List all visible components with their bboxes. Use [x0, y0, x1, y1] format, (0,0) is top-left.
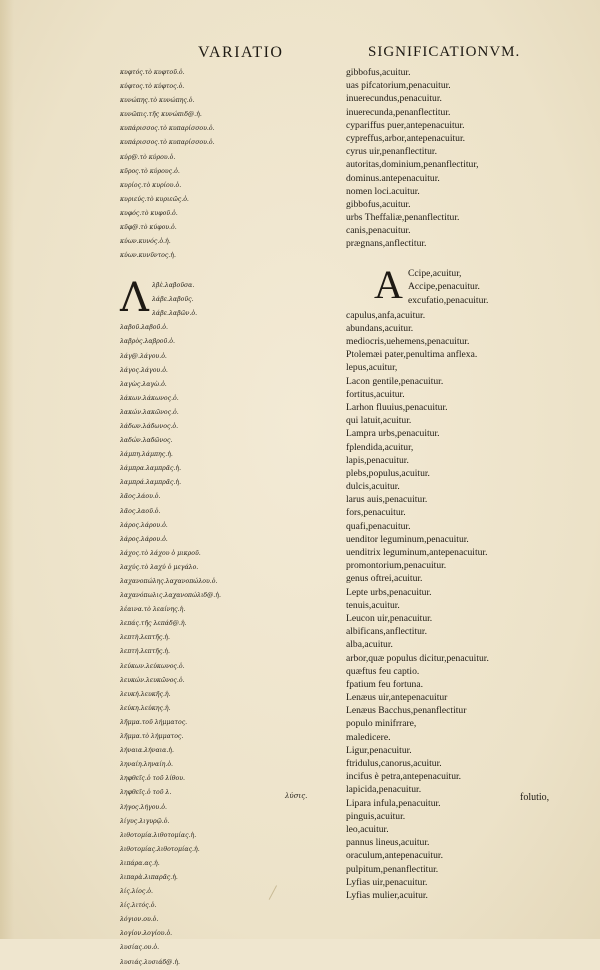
greek-entry-line: λαβοῦ.λαβοῦ.ὁ. [120, 324, 168, 332]
latin-l-section-start [346, 261, 596, 309]
greek-entry-line: λαγὼς.λαγὼ.ὁ. [120, 380, 167, 388]
greek-entry-line: λήγος.λήγου.ὁ. [120, 803, 167, 811]
latin-entry-line: plebs,populus,acuitur. [346, 467, 430, 479]
greek-entry-line: κυφτός.τὸ κυφτοῦ.ὁ. [120, 69, 185, 76]
greek-entry-line: κυρίος.τὸ κυρίου.ὁ. [120, 181, 182, 189]
greek-entries-kappa [120, 66, 320, 263]
greek-entry-line: λῆμμα.τοῦ λήμματος. [120, 718, 188, 726]
greek-entry-line: λαμπρά.λαμπρᾶς.ἡ. [120, 479, 182, 487]
latin-entry-line: lepus,acuitur, [346, 362, 398, 374]
latin-entry-line: Lenæus Bacchus,penanflectitur [346, 705, 467, 717]
greek-entry-line: λάβε.λαβῶν.ὁ. [152, 310, 198, 318]
latin-entry-line: maledicere. [346, 731, 391, 743]
greek-entry-line: λευκή.λευκῆς.ἡ. [120, 690, 171, 698]
greek-entry-line: λευκών.λευκῶνος.ὁ. [120, 676, 185, 684]
latin-entry-line: excufatio,penacuitur. [408, 294, 489, 306]
latin-entry-line: quæftus feu captio. [346, 665, 420, 677]
latin-entry-line: alba,acuitur. [346, 639, 393, 651]
latin-entry-line: pinguis,acuitur. [346, 810, 406, 822]
latin-entry-line: Lyfias mulier,acuitur. [346, 889, 428, 901]
greek-entry-line: λαβρὸς.λαβροῦ.ὁ. [120, 338, 175, 346]
latin-entry-line: oraculum,antepenacuitur. [346, 850, 443, 862]
greek-entry-line: λεπτὴ.λεπτῆς.ἡ. [120, 634, 170, 642]
decorated-initial-lambda: Λ [120, 275, 149, 322]
latin-entry-line: leo,acuitur. [346, 823, 389, 835]
latin-entry-line: larus auis,penacuitur. [346, 494, 428, 506]
greek-entry-line: λάκων.λάκωνος.ὁ. [120, 394, 179, 402]
greek-entry-line: λάβε.λαβοῦς. [152, 296, 194, 304]
greek-entry-line: λάμπη.λάμπης.ἡ. [120, 451, 173, 459]
greek-entry-line: λαχύς.τὸ λαχύ ὁ μεγάλο. [120, 563, 199, 571]
greek-initial-lines [152, 279, 197, 321]
greek-entry-line: λῆμμα.τὸ λήμματος. [120, 733, 184, 741]
latin-entry-line: lapis,penacuitur. [346, 454, 409, 466]
greek-entry-line: λᾶος.λαοῦ.ὁ. [120, 507, 161, 515]
greek-entry-line: λάγος.λάγου.ὁ. [120, 366, 168, 374]
greek-entry-line: κύων.κυνῦντος.ἡ. [120, 252, 176, 260]
greek-entry-line: λβὲ.λαβοῦσα. [152, 282, 195, 290]
greek-entry-line: λακών.λακῶνος.ὁ. [120, 408, 179, 416]
greek-entry-line: λεπάς.τῆς λεπάδ@.ἡ. [120, 620, 187, 628]
latin-entry-line: Lampra urbs,penacuitur. [346, 428, 440, 440]
greek-entry-line: λάρος.λάρου.ὁ. [120, 535, 168, 543]
greek-entry-line: κῦρος.τὸ κύρους.ὁ. [120, 167, 180, 175]
latin-entry-line: fpatium feu fortuna. [346, 678, 423, 690]
greek-entry-line: λάγ@.λάγου.ὁ. [120, 352, 167, 360]
greek-entry-line: λιθοτομία.λιθοτομίας.ἡ. [120, 831, 197, 839]
latin-entry-line: pannus lineus,acuitur. [346, 837, 430, 849]
greek-entry-line: λαχανόπωλις.λαχανοπώλιδ@.ἡ. [120, 592, 221, 600]
greek-entry-line: λόγιον.ου.ὁ. [120, 916, 159, 924]
greek-entry-line: λάρος.λάρου.ὁ. [120, 521, 168, 529]
latin-entry-line: promontorium,penacuitur. [346, 560, 447, 572]
greek-entry-line: κῦφ@.τὸ κύφου.ὁ. [120, 224, 177, 232]
latin-entry-line: abundans,acuitur. [346, 322, 414, 334]
latin-entry-line: Lipara infula,penacuitur. [346, 797, 441, 809]
latin-entry-line: urbs Theffaliæ,penanflectitur. [346, 212, 460, 224]
greek-entry-line: λέαινα.τὸ λεαίνης.ἡ. [120, 606, 186, 614]
greek-entry-line: λυσιάς.λυσιάδ@.ἡ. [120, 958, 181, 966]
greek-entry-line: λαδών.λαδῶνος. [120, 437, 173, 445]
latin-entry-line: inuerecundus,penacuitur. [346, 93, 442, 105]
decorated-initial-a: A [374, 261, 403, 307]
latin-entry-line: fors,penacuitur. [346, 507, 406, 519]
greek-entry-line: λᾶος.λάου.ὁ. [120, 493, 161, 501]
latin-column [346, 66, 596, 902]
greek-entry-line: λίς.λιτός.ὁ. [120, 902, 157, 910]
latin-entry-line: fortitus,acuitur. [346, 388, 405, 400]
latin-entry-line: gibbofus,acuitur. [346, 198, 411, 210]
right-running-head: SIGNIFICATIONVM. [368, 44, 521, 60]
latin-entry-line: Ligur,penacuitur. [346, 744, 412, 756]
latin-entry-line: inuerecunda,penanflectitur. [346, 106, 451, 118]
latin-entry-line: mediocris,uehemens,penacuitur. [346, 336, 470, 347]
latin-entry-line: incifus è petra,antepenacuitur. [346, 771, 462, 783]
latin-entry-line: dulcis,acuitur. [346, 481, 400, 493]
latin-entry-line: albificans,anflectitur. [346, 626, 427, 638]
latin-entry-line: qui latuit,acuitur. [346, 415, 412, 427]
greek-entry-line: ληφθεῖς.ὁ τοῦ λ. [120, 789, 172, 797]
section-gap [120, 263, 320, 279]
latin-entry-line: fplendida,acuitur, [346, 441, 414, 453]
greek-entry-line: κυνώπης.τὸ κυνώπης.ὁ. [120, 97, 195, 105]
greek-entry-line: κύφτος.τὸ κύφτος.ὁ. [120, 83, 185, 91]
greek-entry-line: κύρ@.τὸ κύρου.ὁ. [120, 153, 176, 161]
latin-initial-lines [408, 267, 488, 308]
greek-lambda-section-start [120, 275, 320, 322]
latin-entry-line: ftridulus,canorus,acuitur. [346, 758, 442, 769]
greek-entry-line: λεπτή.λεπτῆς.ἡ. [120, 648, 170, 656]
latin-entry-line: cyrus uir,penanflectitur. [346, 146, 437, 158]
latin-entry-line: Lepte urbs,penacuitur. [346, 586, 432, 598]
latin-catchword: folutio, [520, 792, 550, 803]
greek-entry-line: λιπάρα.ας.ἡ. [120, 859, 160, 867]
left-running-head: VARIATIO [198, 44, 284, 61]
greek-catchword: λύσις. [285, 792, 308, 800]
latin-entry-line: quafi,penacuitur. [346, 520, 411, 532]
latin-entry-line: populo minifrrare, [346, 718, 417, 730]
greek-entry-line: ληναίη.ληναίη.ὁ. [120, 761, 174, 769]
greek-entry-line: λυσίας.ου.ὁ. [120, 944, 160, 952]
latin-entry-line: lapicida,penacuitur. [346, 784, 422, 796]
greek-entries-lambda [120, 321, 320, 969]
latin-entry-line: cypariffus puer,antepenacuitur. [346, 119, 465, 131]
greek-column [120, 66, 320, 970]
latin-entry-line: uenditor leguminum,penacuitur. [346, 533, 469, 545]
latin-entry-line: Larhon fluuius,penacuitur. [346, 401, 448, 413]
greek-entry-line: κύων.κυνός.ὁ.ἡ. [120, 238, 171, 246]
greek-entry-line: κυριεύς.τὸ κυριεῶς.ὁ. [120, 195, 189, 203]
latin-entry-line: uas pifcatorium,penacuitur. [346, 80, 451, 92]
greek-entry-line: λάδων.λάδωνος.ὁ. [120, 422, 179, 430]
latin-entry-line: Lacon gentile,penacuitur. [346, 375, 444, 387]
greek-entry-line: λήναια.λήναια.ἡ. [120, 747, 174, 755]
latin-entry-line: Leucon uir,penacuitur. [346, 612, 433, 624]
latin-entry-line: arbor,quæ populus dicitur,penacuitur. [346, 652, 489, 664]
greek-entry-line: λεύκη.λεύκης.ἡ. [120, 704, 171, 712]
greek-entry-line: λαχανοπώλης.λαχανοπώλου.ὁ. [120, 578, 218, 585]
latin-entries-k [346, 66, 596, 251]
latin-entry-line: genus oftrei,acuitur. [346, 573, 423, 585]
binding-gutter [0, 0, 14, 939]
greek-entry-line: λίς.λίος.ὁ. [120, 888, 153, 896]
latin-entry-line: Lyfias uir,penacuitur. [346, 876, 428, 888]
greek-entry-line: κυφός.τὸ κυφοῦ.ὁ. [120, 209, 178, 217]
latin-entry-line: capulus,anfa,acuitur. [346, 309, 426, 321]
latin-entry-line: dominus.antepenacuitur. [346, 172, 440, 184]
latin-entry-line: uenditrix leguminum,antepenacuitur. [346, 547, 488, 558]
greek-entry-line: λεύκων.λεύκωνος.ὁ. [120, 662, 185, 670]
greek-entry-line: κυπάρισσος.τὸ κυπαρίσσου.ὁ. [120, 139, 215, 147]
latin-entry-line: tenuis,acuitur. [346, 599, 400, 611]
greek-entry-line: λάχος.τὸ λάχου ὁ μικροῦ. [120, 549, 201, 557]
greek-entry-line: λογίον.λογίου.ὁ. [120, 930, 173, 938]
greek-entry-line: λίγυς.λιγυρῷ.ὁ. [120, 817, 170, 825]
greek-entry-line: λάμπρα.λαμπρᾶς.ἡ. [120, 465, 182, 473]
latin-entry-line: Accipe,penacuitur. [408, 281, 480, 293]
latin-entry-line: prægnans,anflectitur. [346, 238, 427, 250]
greek-entry-line: λιθοτομίας.λιθοτομίας.ἡ. [120, 845, 200, 853]
latin-entries-l [346, 309, 596, 902]
greek-entry-line: κυνῶπις.τῆς κυνώπιδ@.ἡ. [120, 111, 202, 119]
latin-entry-line: Lenæus uir,antepenacuitur [346, 692, 448, 704]
latin-entry-line: Ptolemæi pater,penultima anflexa. [346, 349, 478, 361]
greek-entry-line: λιπαρὰ.λιπαρᾶς.ἡ. [120, 873, 178, 881]
greek-entry-line: κυπάρισσος.τὸ κυπαρίσσου.ὁ. [120, 125, 215, 133]
latin-entry-line: gibbofus,acuitur. [346, 67, 411, 78]
latin-entry-line: Ccipe,acuitur, [408, 267, 462, 279]
latin-entry-line: canis,penacuitur. [346, 225, 411, 237]
latin-entry-line: nomen loci.acuitur. [346, 185, 420, 197]
latin-entry-line: pulpitum,penanflectitur. [346, 863, 439, 875]
latin-entry-line: autoritas,dominium,penanflectitur, [346, 159, 479, 171]
latin-entry-line: cypreffus,arbor,antepenacuitur. [346, 132, 466, 144]
greek-entry-line: ληφθεῖς.ὁ τοῦ λίθου. [120, 775, 185, 783]
